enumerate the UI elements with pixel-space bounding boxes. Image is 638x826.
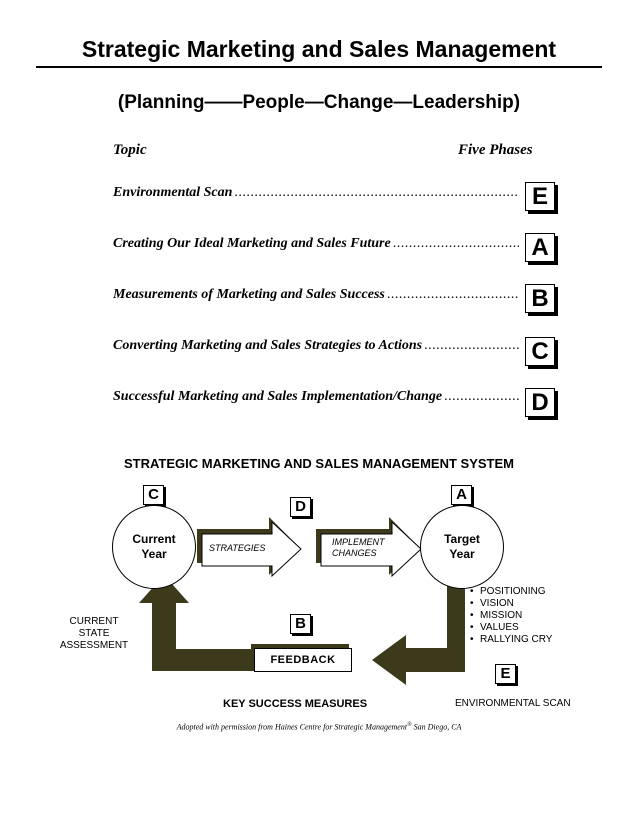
target-year-circle: [420, 505, 504, 589]
bullet-mission: • MISSION: [470, 610, 552, 622]
current-year-circle: [112, 505, 196, 589]
registered-mark: ®: [407, 722, 412, 728]
bullet-values: • VALUES: [470, 622, 552, 634]
page-title: Strategic Marketing and Sales Management: [81, 36, 557, 62]
current-year-label: Current Year: [132, 532, 176, 561]
feedback-box: FEEDBACK: [254, 648, 352, 672]
box-d: D: [290, 497, 311, 517]
topic-label: Converting Marketing and Sales Strategies to Actions: [113, 338, 423, 353]
box-e: E: [495, 664, 516, 684]
box-a: A: [451, 485, 472, 505]
target-bullet-list: [470, 586, 552, 646]
topic-label: Successful Marketing and Sales Implementation/Change: [113, 389, 443, 404]
current-state-assessment-label: CURRENT STATE ASSESSMENT: [59, 616, 129, 651]
footer-location: San Diego, CA: [411, 722, 462, 732]
phase-box-d: D: [525, 388, 555, 417]
return-arrow-right: [372, 585, 465, 685]
target-year-label: Target Year: [444, 532, 480, 561]
bullet-vision: • VISION: [470, 598, 552, 610]
phases-column-header: Five Phases: [458, 142, 533, 158]
environmental-scan-label: ENVIRONMENTAL SCAN: [455, 698, 571, 709]
phase-box-c: C: [525, 337, 555, 366]
phase-box-e: E: [525, 182, 555, 211]
return-arrow-left: [139, 575, 254, 671]
footer-attribution: [0, 722, 638, 732]
bullet-rallying-cry: • RALLYING CRY: [470, 634, 552, 646]
footer-text: Adopted with permission from Haines Centre for Strategic Management: [176, 722, 408, 732]
box-b: B: [290, 614, 311, 634]
phase-box-b: B: [525, 284, 555, 313]
topic-label: Creating Our Ideal Marketing and Sales Future: [113, 236, 391, 251]
topic-label: Environmental Scan: [113, 185, 233, 200]
topic-label: Measurements of Marketing and Sales Success: [113, 287, 385, 302]
page-subtitle: (Planning——People—Change—Leadership): [117, 92, 521, 113]
topic-column-header: Topic: [113, 142, 147, 158]
key-success-measures-label: KEY SUCCESS MEASURES: [223, 698, 368, 710]
phase-box-a: A: [525, 233, 555, 262]
box-c: C: [143, 485, 164, 505]
bullet-positioning: • POSITIONING: [470, 586, 552, 598]
strategies-label: STRATEGIES: [209, 543, 266, 553]
system-title: STRATEGIC MARKETING AND SALES MANAGEMENT SYSTEM: [123, 456, 514, 471]
implement-changes-label: IMPLEMENT CHANGES: [332, 537, 385, 558]
